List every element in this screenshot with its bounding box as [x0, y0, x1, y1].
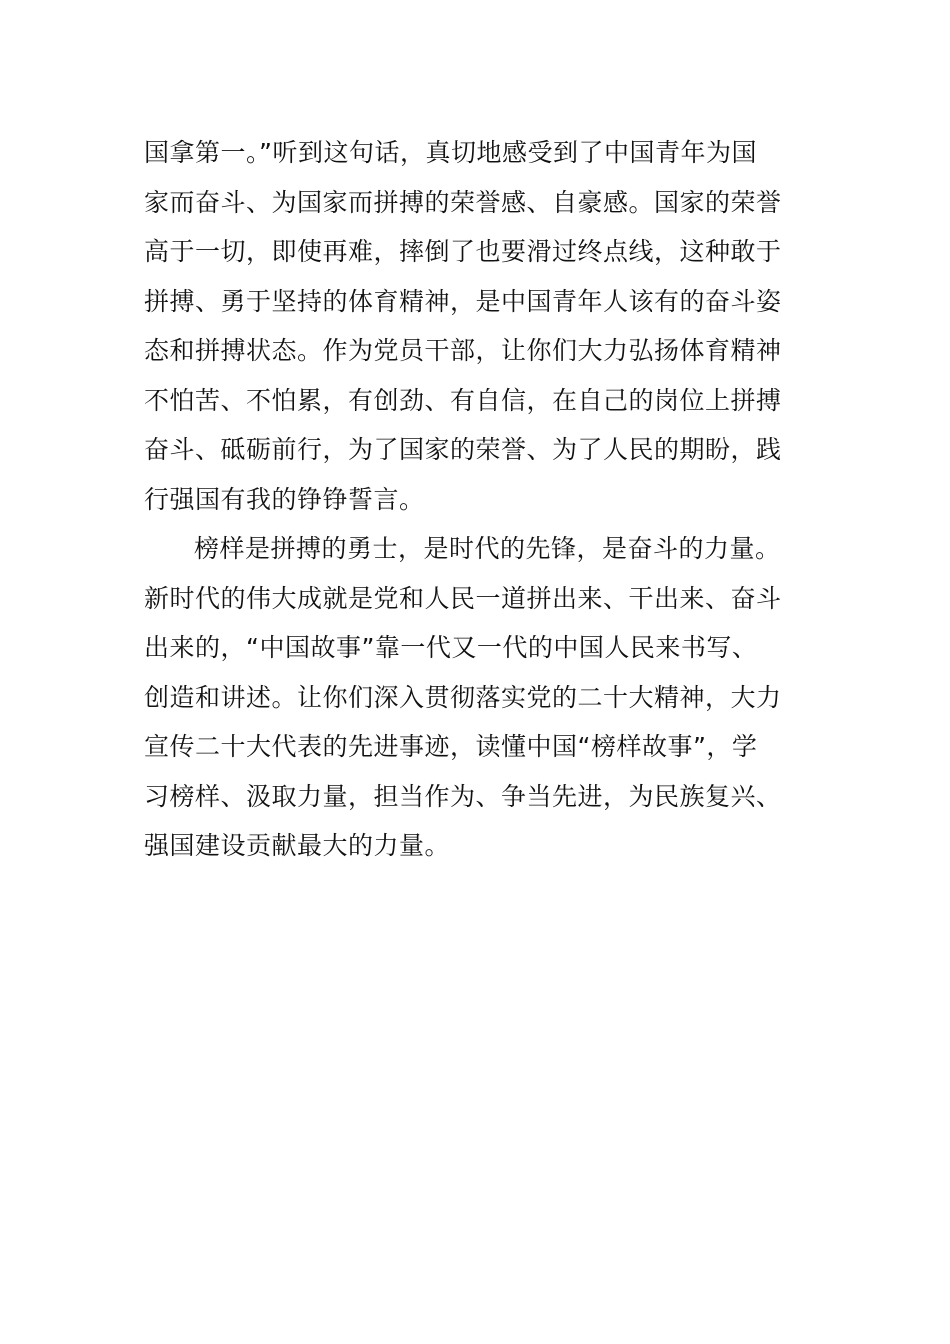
text-line: 拼搏、勇于坚持的体育精神，是中国青年人该有的奋斗姿	[144, 286, 782, 316]
text-line: 奋斗、砥砺前行，为了国家的荣誉、为了人民的期盼，践	[144, 435, 782, 464]
text-line: 家而奋斗、为国家而拼搏的荣誉感、自豪感。国家的荣誉	[144, 187, 782, 217]
text-line: 强国建设贡献最大的力量。	[144, 831, 451, 860]
text-line: 宣传二十大代表的先进事迹，读懂中国“榜样故事”，学	[144, 732, 758, 761]
text-line: 榜样是拼搏的勇士，是时代的先锋，是奋斗的力量。	[194, 534, 781, 563]
body-text	[144, 128, 824, 871]
text-line: 不怕苦、不怕累，有创劲、有自信，在自己的岗位上拼搏	[144, 385, 782, 415]
text-line: 高于一切，即使再难，摔倒了也要滑过终点线，这种敢于	[144, 237, 782, 266]
text-line: 创造和讲述。让你们深入贯彻落实党的二十大精神，大力	[144, 682, 782, 712]
paragraph-1	[144, 128, 824, 524]
text-line: 习榜样、汲取力量，担当作为、争当先进，为民族复兴、	[144, 781, 782, 811]
text-line: 态和拼搏状态。作为党员干部，让你们大力弘扬体育精神	[144, 336, 782, 365]
paragraph-2	[144, 524, 824, 871]
text-line: 新时代的伟大成就是党和人民一道拼出来、干出来、奋斗	[144, 583, 782, 613]
text-line: 出来的，“中国故事”靠一代又一代的中国人民来书写、	[144, 633, 758, 662]
text-line: 行强国有我的铮铮誓言。	[144, 484, 425, 514]
text-line: 国拿第一。”听到这句话，真切地感受到了中国青年为国	[144, 138, 757, 167]
